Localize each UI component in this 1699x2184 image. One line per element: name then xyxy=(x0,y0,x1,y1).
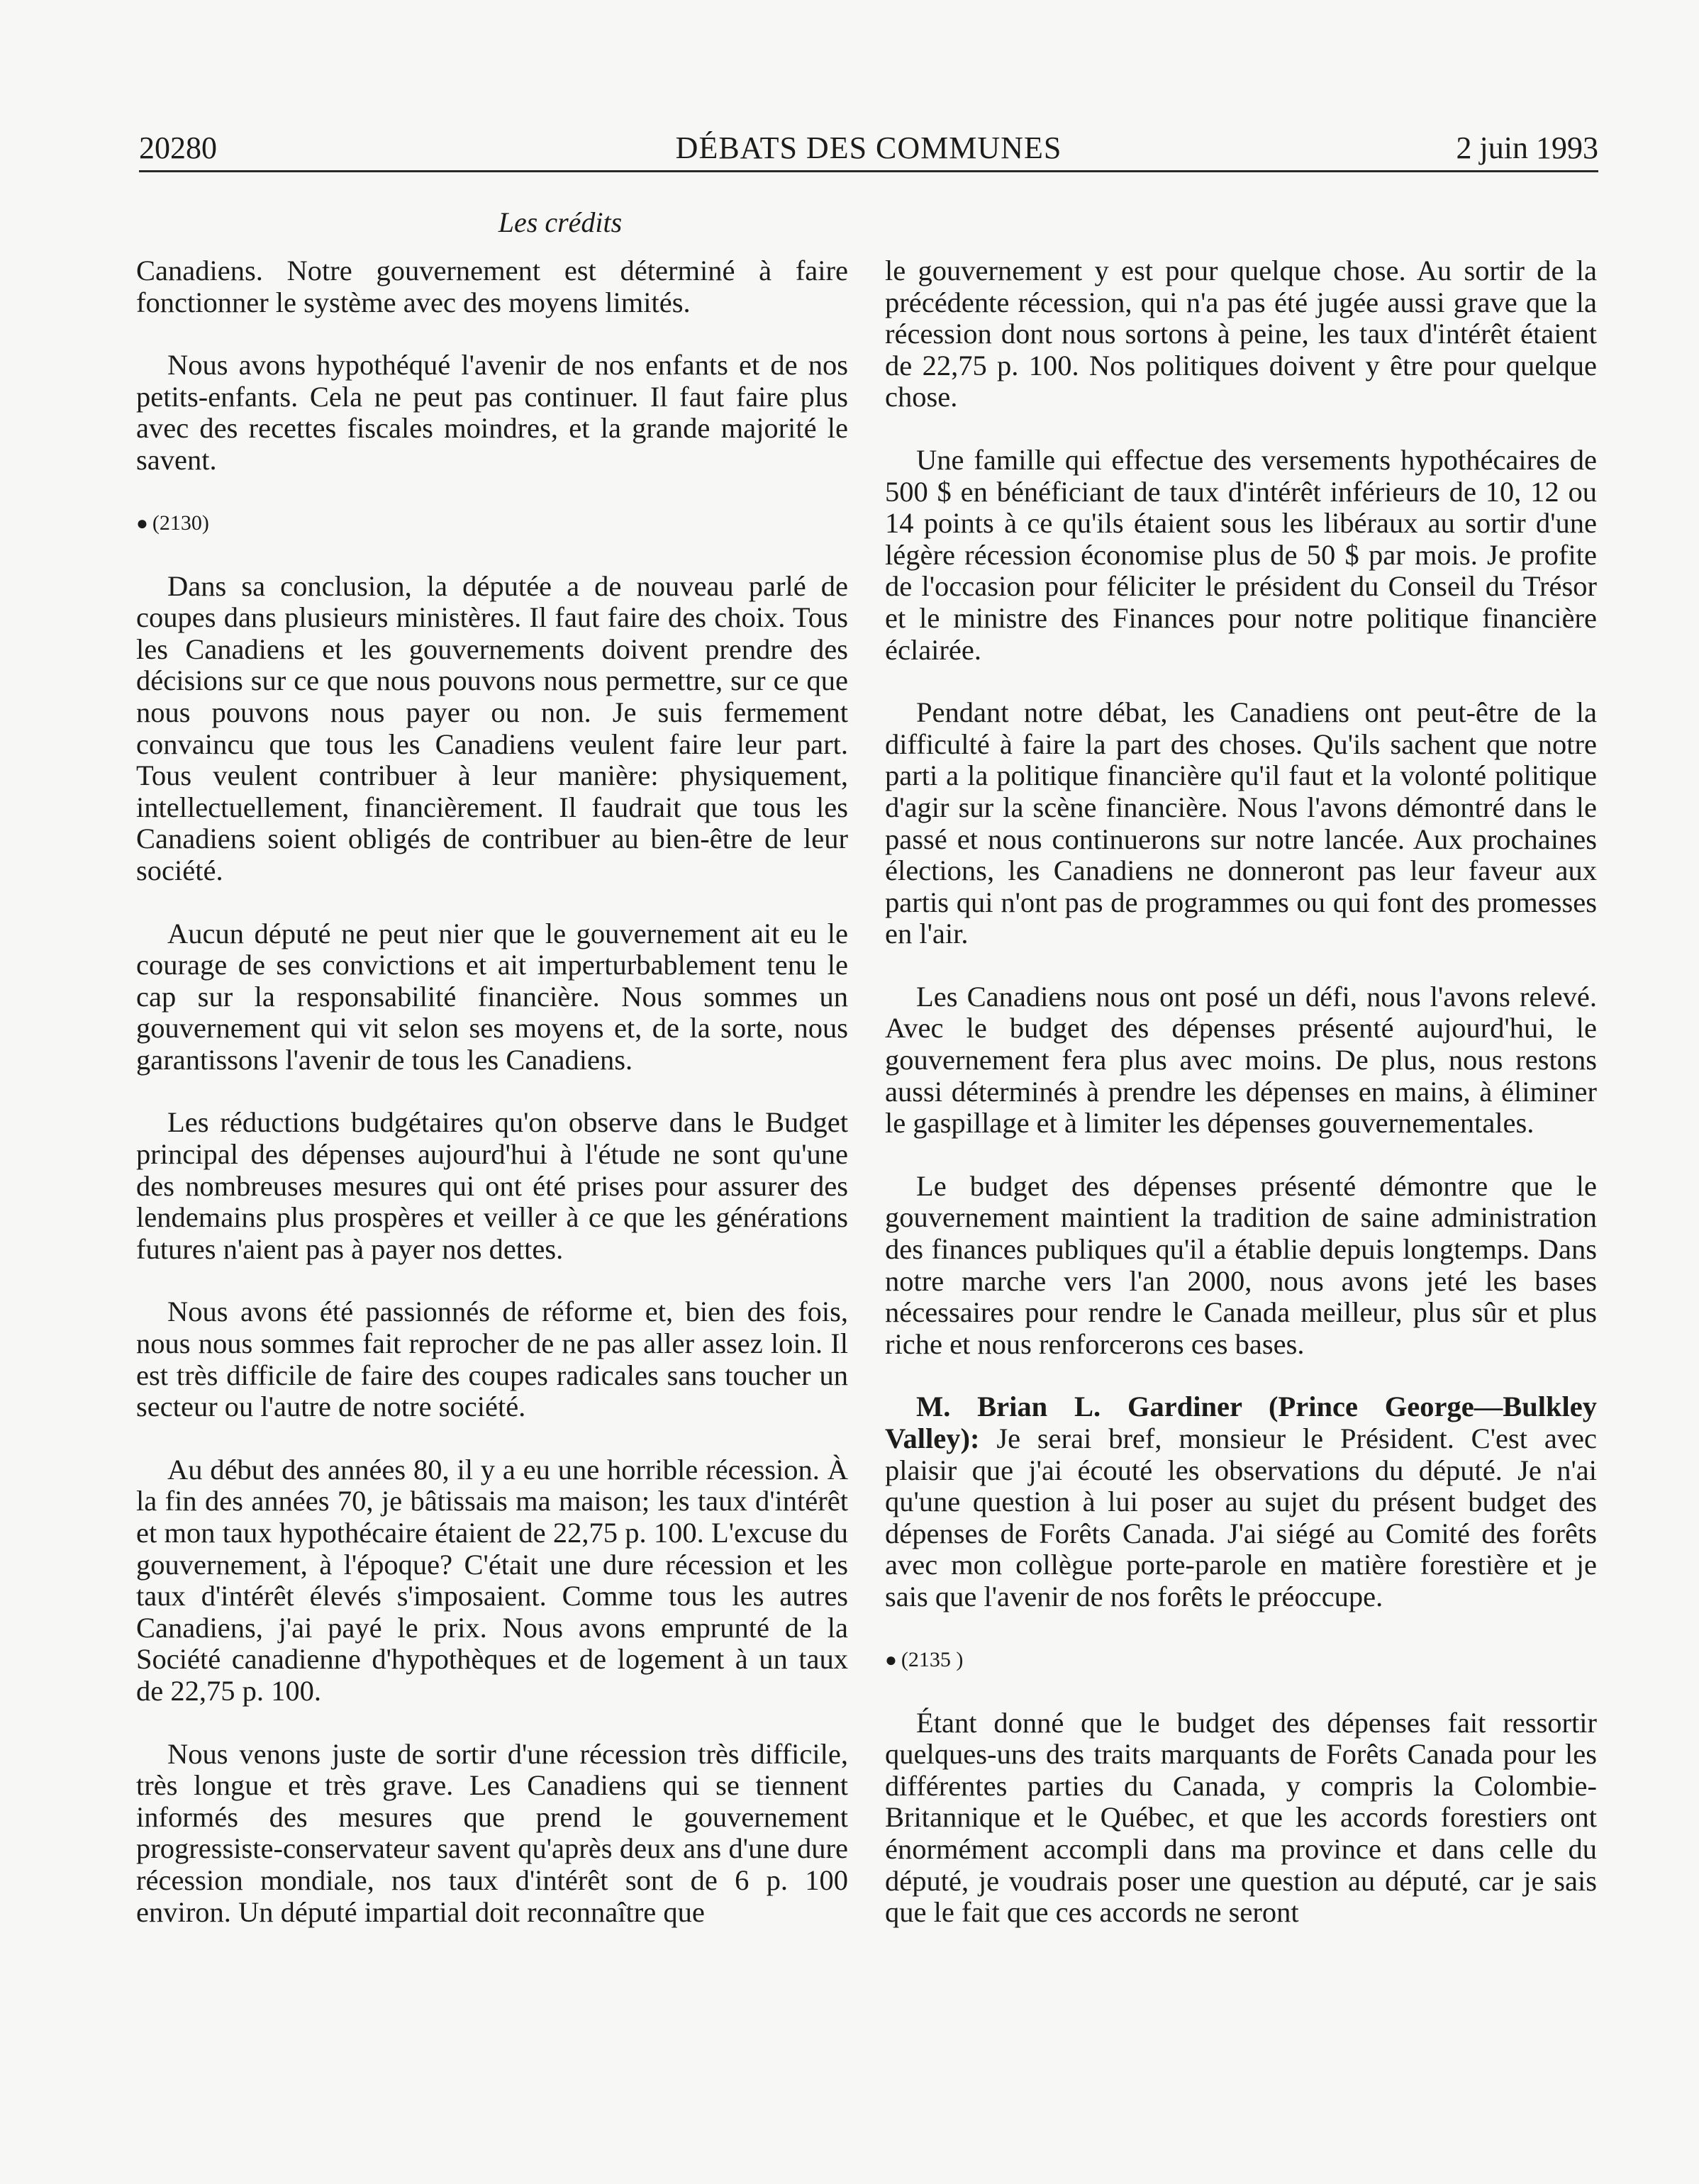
bullet-icon: ● xyxy=(885,1649,897,1671)
paragraph: Nous avons hypothéqué l'avenir de nos enfants et de nos petits-enfants. Cela ne peut pas continuer. Il faut faire plus avec des recettes fiscales moindres, et la grande majorité le savent. xyxy=(136,349,848,476)
speaker-name: M. Brian L. Gardiner (Prince George—Bulkley Valley): xyxy=(885,1391,1597,1454)
paragraph: Aucun député ne peut nier que le gouvernement ait eu le courage de ses convictions et ait imperturbablement tenu le cap sur la responsabilité financière. Nous sommes un gouvernement qui vit selon ses moyens et, de la sorte, nous garantissons l'avenir de tous les Canadiens. xyxy=(136,917,848,1076)
paragraph: Nous avons été passionnés de réforme et, bien des fois, nous nous sommes fait reprocher de ne pas aller assez loin. Il est très difficile de faire des coupes radicales sans toucher un secteur ou l'autre de notre société. xyxy=(136,1296,848,1423)
paragraph: Les Canadiens nous ont posé un défi, nous l'avons relevé. Avec le budget des dépenses présenté aujourd'hui, le gouvernement fera plus avec moins. De plus, nous restons aussi déterminés à prendre les dépenses en mains, à éliminer le gaspillage et à limiter les dépenses gouvernementales. xyxy=(885,980,1597,1140)
right-column xyxy=(885,255,1597,1960)
paragraph: Une famille qui effectue des versements hypothécaires de 500 $ en bénéficiant de taux d'intérêt inférieurs de 10, 12 ou 14 points à ce qu'ils étaient sous les libéraux au sortir d'une légère récession économise plus de 50 $ par mois. Je profite de l'occasion pour féliciter le président du Conseil du Trésor et le ministre des Finances pour notre politique financière éclairée. xyxy=(885,443,1597,666)
timestamp-marker xyxy=(136,508,848,540)
speaker-paragraph xyxy=(885,1391,1597,1612)
section-title: Les crédits xyxy=(498,206,623,238)
speech-text: Je serai bref, monsieur le Président. C'est avec plaisir que j'ai écouté les observations du député. Je n'ai qu'une question à lui poser au sujet du présent budget des dépenses de Forêts Canada. J'ai siégé au Comité des forêts avec mon collègue porte-parole en matière forestière et je sais que l'avenir de nos forêts le préoccupe. xyxy=(885,1422,1597,1612)
publication-date: 2 juin 1993 xyxy=(1456,130,1598,165)
paragraph: Étant donné que le budget des dépenses fait ressortir quelques-uns des traits marquants de Forêts Canada pour les différentes parties du Canada, y compris la Colombie-Britannique et le Québec, et que les accords forestiers ont énormément accompli dans ma province et dans celle du député, je voudrais poser une question au député, car je sais que le fait que ces accords ne seront xyxy=(885,1706,1597,1929)
paragraph: Les réductions budgétaires qu'on observe dans le Budget principal des dépenses aujourd'hui à l'étude ne sont qu'une des nombreuses mesures qui ont été prises pour assurer des lendemains plus prospères et veiller à ce que les générations futures n'aient pas à payer nos dettes. xyxy=(136,1106,848,1265)
left-column xyxy=(136,255,848,1959)
paragraph: le gouvernement y est pour quelque chose. Au sortir de la précédente récession, qui n'a pas été jugée aussi grave que la récession dont nous sortons à peine, les taux d'intérêt étaient de 22,75 p. 100. Nos politiques doivent y être pour quelque chose. xyxy=(885,255,1597,413)
page-header xyxy=(139,126,1598,172)
page-number: 20280 xyxy=(139,130,217,165)
timestamp: (2135 ) xyxy=(901,1647,964,1671)
bullet-icon: ● xyxy=(136,512,148,535)
timestamp: (2130) xyxy=(152,511,209,535)
timestamp-marker xyxy=(885,1644,1597,1676)
publication-title: DÉBATS DES COMMUNES xyxy=(675,130,1062,165)
paragraph: Canadiens. Notre gouvernement est déterminé à faire fonctionner le système avec des moyens limités. xyxy=(136,255,848,318)
paragraph: Dans sa conclusion, la députée a de nouveau parlé de coupes dans plusieurs ministères. Il faut faire des choix. Tous les Canadiens et les gouvernements doivent prendre des décisions sur ce que nous pouvons nous permettre, sur ce que nous pouvons nous payer ou non. Je suis fermement convaincu que tous les Canadiens veulent faire leur part. Tous veulent contribuer à leur manière: physiquement, intellectuellement, financièrement. Il faudrait que tous les Canadiens soient obligés de contribuer au bien-être de leur société. xyxy=(136,569,848,886)
paragraph: Pendant notre débat, les Canadiens ont peut-être de la difficulté à faire la part des choses. Qu'ils sachent que notre parti a la politique financière qu'il faut et la volonté politique d'agir sur la scène financière. Nous l'avons démontré dans le passé et nous continuerons sur notre lancée. Aux prochaines élections, les Canadiens ne donneront pas leur faveur aux partis qui n'ont pas de programmes ou qui font des promesses en l'air. xyxy=(885,696,1597,950)
paragraph: Nous venons juste de sortir d'une récession très difficile, très longue et très grave. Les Canadiens qui se tiennent informés des mesures que prend le gouvernement progressiste-conservateur savent qu'après deux ans d'une dure récession mondiale, nos taux d'intérêt sont de 6 p. 100 environ. Un député impartial doit reconnaître que xyxy=(136,1737,848,1928)
paragraph: Le budget des dépenses présenté démontre que le gouvernement maintient la tradition de saine administration des finances publiques qu'il a établie depuis longtemps. Dans notre marche vers l'an 2000, nous avons jeté les bases nécessaires pour rendre le Canada meilleur, plus sûr et plus riche et nous renforcerons ces bases. xyxy=(885,1169,1597,1360)
paragraph: Au début des années 80, il y a eu une horrible récession. À la fin des années 70, je bâtissais ma maison; les taux d'intérêt et mon taux hypothécaire étaient de 22,75 p. 100. L'excuse du gouvernement, à l'époque? C'était une dure récession et les taux d'intérêt élevés s'imposaient. Comme tous les autres Canadiens, j'ai payé le prix. Nous avons emprunté de la Société canadienne d'hypothèques et de logement à un taux de 22,75 p. 100. xyxy=(136,1453,848,1707)
